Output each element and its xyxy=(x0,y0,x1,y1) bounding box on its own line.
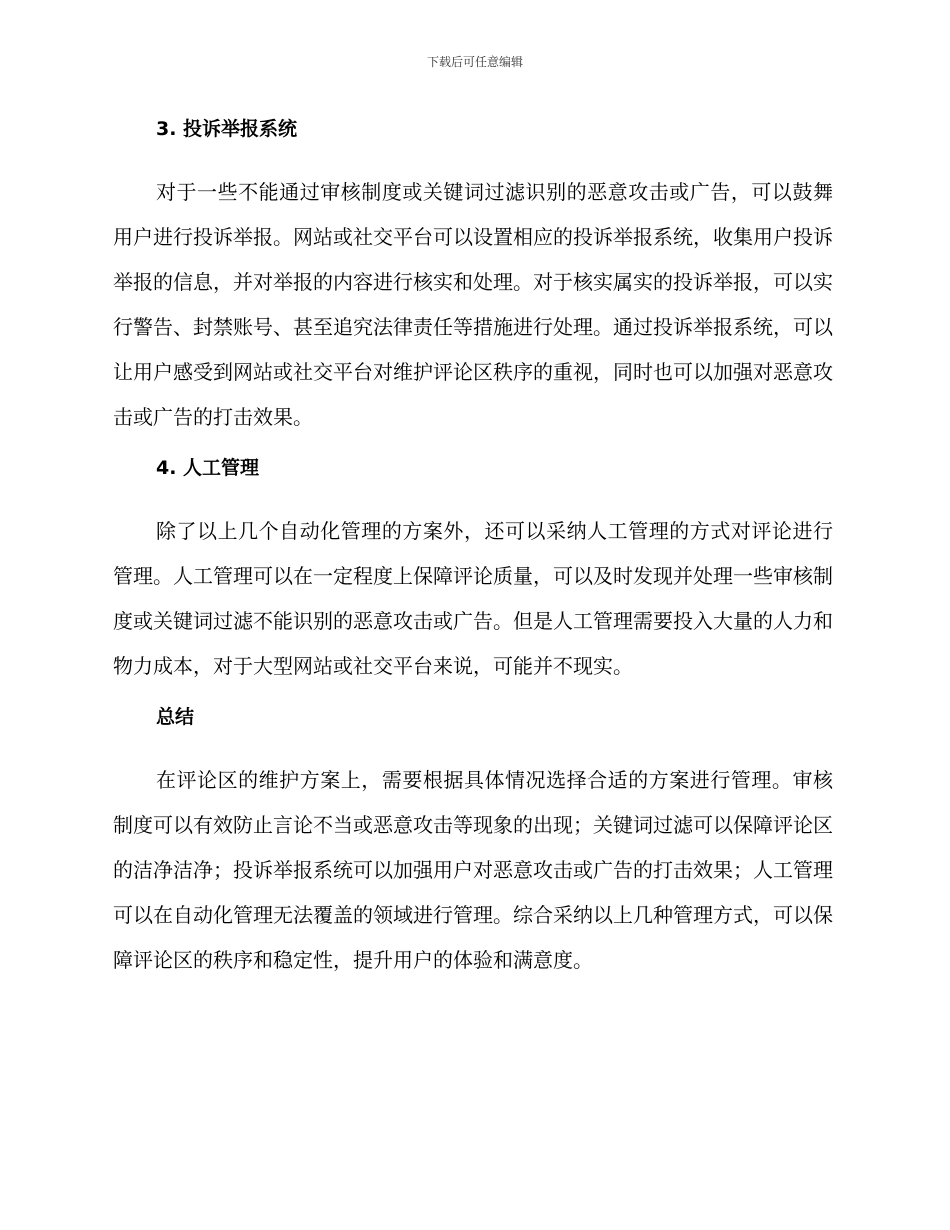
section-paragraph: 除了以上几个自动化管理的方案外，还可以采纳人工管理的方式对评论进行管理。人工管理可以在一定程度上保障评论质量，可以及时发现并处理一些审核制度或关键词过滤不能识别的恶意攻击或广告。但是人工管理需要投入大量的人力和物力成本，对于大型网站或社交平台来说，可能并不现实。 xyxy=(113,519,833,678)
section-summary xyxy=(113,700,833,983)
section-complaint-system xyxy=(113,112,833,440)
section-heading: 4. 人工管理 xyxy=(156,457,260,479)
section-heading: 3. 投诉举报系统 xyxy=(156,118,298,140)
document-body xyxy=(113,112,833,983)
page-header: 下载后可任意编辑 xyxy=(426,55,523,69)
section-heading: 总结 xyxy=(156,706,195,728)
section-paragraph: 在评论区的维护方案上，需要根据具体情况选择合适的方案进行管理。审核制度可以有效防止言论不当或恶意攻击等现象的出现；关键词过滤可以保障评论区的洁净洁净；投诉举报系统可以加强用户对恶意攻击或广告的打击效果；人工管理可以在自动化管理无法覆盖的领域进行管理。综合采纳以上几种管理方式，可以保障评论区的秩序和稳定性，提升用户的体验和满意度。 xyxy=(113,768,833,972)
section-paragraph: 对于一些不能通过审核制度或关键词过滤识别的恶意攻击或广告，可以鼓舞用户进行投诉举报。网站或社交平台可以设置相应的投诉举报系统，收集用户投诉举报的信息，并对举报的内容进行核实和处理。对于核实属实的投诉举报，可以实行警告、封禁账号、甚至追究法律责任等措施进行处理。通过投诉举报系统，可以让用户感受到网站或社交平台对维护评论区秩序的重视，同时也可以加强对恶意攻击或广告的打击效果。 xyxy=(113,180,833,429)
section-manual-management xyxy=(113,451,833,689)
